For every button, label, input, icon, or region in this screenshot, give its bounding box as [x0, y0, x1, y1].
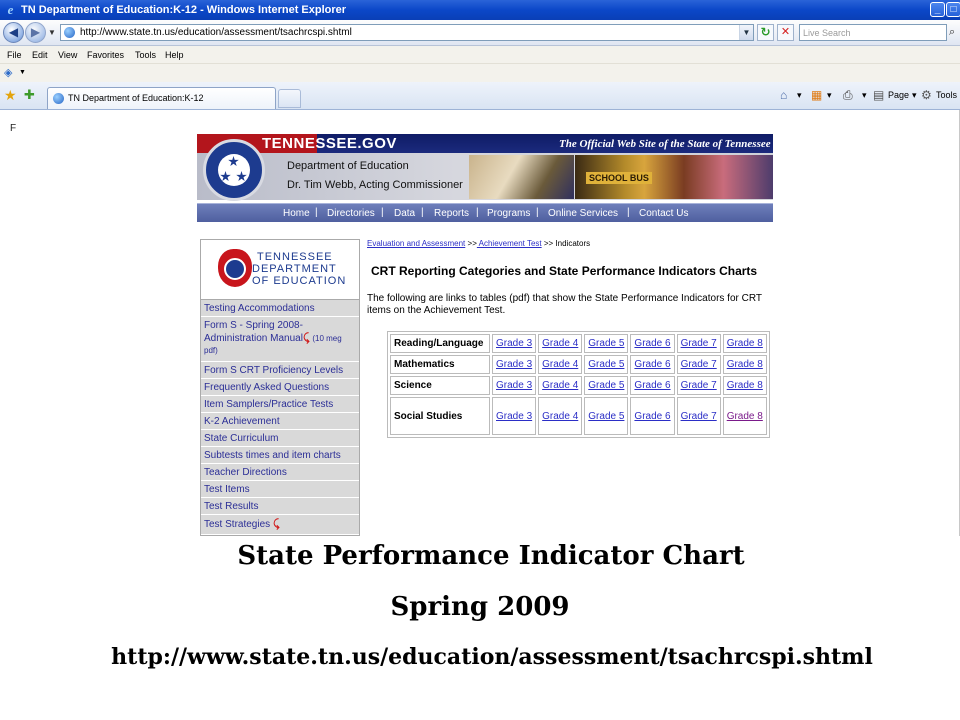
tde-logo[interactable]: [201, 240, 359, 300]
seal-star-icon: [228, 156, 239, 167]
site-tagline: The Official Web Site of the State of Tennessee: [559, 138, 771, 150]
nav-data[interactable]: Data: [394, 208, 416, 219]
sidebar-item-test-strategies[interactable]: [201, 515, 359, 535]
site-header: [197, 134, 773, 223]
site-name[interactable]: TENNESSEE.GOV: [262, 135, 397, 152]
diploma-photo: [469, 155, 574, 199]
sidebar: [200, 239, 360, 536]
site-nav: [197, 203, 773, 222]
page-icon: ▤: [873, 88, 885, 102]
department-name: Department of Education: [287, 160, 409, 172]
grade-link[interactable]: Grade 6: [634, 338, 671, 349]
grade-link[interactable]: Grade 3: [496, 410, 533, 422]
grade-cell: [677, 355, 721, 374]
stop-button[interactable]: ✕: [777, 24, 794, 41]
url-dropdown-icon[interactable]: ▼: [739, 25, 753, 40]
sidebar-item-note-2: pdf): [204, 346, 218, 355]
apple-logo-icon: [218, 249, 252, 287]
tab-tn-education[interactable]: [47, 87, 276, 109]
grade-link[interactable]: Grade 6: [634, 410, 671, 422]
url-input[interactable]: [60, 24, 754, 41]
grade-link[interactable]: Grade 4: [542, 359, 579, 370]
links-toolbar: [0, 64, 960, 82]
sidebar-item-proficiency-levels[interactable]: Form S CRT Proficiency Levels: [201, 362, 359, 379]
page-globe-icon: [64, 27, 75, 38]
grade-cell: [492, 355, 536, 374]
home-dropdown-icon[interactable]: ▾: [797, 90, 802, 100]
tab-globe-icon: [53, 93, 64, 104]
forward-button[interactable]: ▶: [25, 22, 46, 43]
subject-cell: Mathematics: [390, 355, 490, 374]
grade-cell: [723, 376, 767, 395]
menu-edit[interactable]: Edit: [32, 50, 48, 60]
grade-link[interactable]: Grade 8: [726, 338, 763, 349]
pdf-icon: ⤹: [272, 518, 280, 530]
seal-star-icon: [220, 171, 231, 182]
grade-cell: [584, 355, 628, 374]
sidebar-item-note: (10 meg: [312, 334, 342, 343]
breadcrumb-achievement-test[interactable]: Achievement Test: [476, 239, 542, 248]
grade-link[interactable]: Grade 5: [588, 338, 625, 349]
nav-directories[interactable]: Directories: [327, 208, 375, 219]
minimize-button[interactable]: _: [930, 2, 945, 17]
grade-cell: [630, 334, 674, 353]
favorites-star-icon[interactable]: ★: [4, 87, 17, 103]
grade-link[interactable]: Grade 6: [634, 380, 671, 391]
search-icon[interactable]: ⌕: [949, 26, 956, 38]
table-row: [390, 334, 767, 353]
logo-line-2: DEPARTMENT: [252, 263, 337, 275]
nav-separator: |: [627, 207, 630, 218]
grade-link[interactable]: Grade 3: [496, 380, 533, 391]
page-dropdown-icon[interactable]: ▾: [912, 90, 917, 100]
grade-link[interactable]: Grade 8: [726, 410, 763, 422]
window-titlebar: [0, 0, 960, 20]
tab-label: TN Department of Education:K-12: [68, 93, 204, 103]
page-title: CRT Reporting Categories and State Performance Indicators Charts: [371, 264, 758, 278]
grade-cell: [492, 397, 536, 435]
grade-link[interactable]: Grade 7: [680, 359, 717, 370]
grade-cell: [538, 397, 582, 435]
menu-tools[interactable]: Tools: [135, 50, 157, 60]
grade-cell: [723, 397, 767, 435]
refresh-button[interactable]: ↻: [757, 24, 774, 41]
grade-cell: [677, 334, 721, 353]
breadcrumb-evaluation-assessment[interactable]: Evaluation and Assessment: [367, 239, 466, 248]
pdf-icon: ⤹: [302, 332, 310, 344]
grade-cell: [630, 376, 674, 395]
tennessee-seal-icon: [203, 139, 265, 201]
window-title: TN Department of Education:K-12 - Windows Internet Explorer: [21, 4, 347, 16]
menu-favorites[interactable]: Favorites: [87, 50, 125, 60]
grade-cell: [677, 397, 721, 435]
seal-center: [218, 154, 250, 186]
sidebar-item-state-curriculum[interactable]: State Curriculum: [201, 430, 359, 447]
back-button[interactable]: ◀: [3, 22, 24, 43]
menu-file[interactable]: File: [7, 50, 22, 60]
grade-link[interactable]: Grade 7: [680, 380, 717, 391]
grade-cell: [630, 397, 674, 435]
sidebar-item-label-2: Administration Manual: [204, 333, 303, 344]
breadcrumb-separator: >>: [467, 239, 477, 248]
url-text[interactable]: http://www.state.tn.us/education/assessment/tsachrcspi.shtml: [80, 27, 352, 38]
logo-seal-icon: [224, 258, 246, 280]
grade-link[interactable]: Grade 8: [726, 380, 763, 391]
grade-cell: [538, 376, 582, 395]
intro-paragraph: The following are links to tables (pdf) that show the State Performance Indicators for CRT items on the Achievement Test.: [367, 293, 762, 316]
grade-link[interactable]: Grade 5: [588, 410, 625, 422]
nav-separator: |: [381, 207, 384, 218]
menu-help[interactable]: Help: [165, 50, 184, 60]
grade-cell: [538, 334, 582, 353]
grade-link[interactable]: Grade 4: [542, 380, 579, 391]
page-viewport: [0, 110, 960, 536]
ie-logo-icon: e: [7, 2, 14, 17]
sidebar-item-item-samplers[interactable]: Item Samplers/Practice Tests: [201, 396, 359, 413]
print-dropdown-icon[interactable]: ▾: [862, 90, 867, 100]
grade-link[interactable]: Grade 3: [496, 338, 533, 349]
feeds-icon[interactable]: ▦: [811, 88, 823, 102]
nav-online-services[interactable]: Online Services: [548, 208, 619, 219]
search-input[interactable]: Live Search: [799, 24, 947, 41]
grade-link[interactable]: Grade 3: [496, 359, 533, 370]
new-tab-button[interactable]: [278, 89, 301, 108]
home-icon[interactable]: ⌂: [780, 88, 788, 102]
grade-cell: [538, 355, 582, 374]
menu-view[interactable]: View: [58, 50, 78, 60]
tools-gear-icon: ⚙: [921, 88, 932, 102]
caption-url: http://www.state.tn.us/education/assessment/tsachrcspi.shtml: [111, 644, 873, 670]
sidebar-item-test-results[interactable]: Test Results: [201, 498, 359, 515]
caption-title: State Performance Indicator Chart: [237, 541, 745, 571]
grade-cell: [723, 334, 767, 353]
tools-menu-button[interactable]: Tools: [936, 90, 958, 100]
grade-link[interactable]: Grade 5: [588, 380, 625, 391]
maximize-button[interactable]: □: [946, 2, 960, 17]
sidebar-item-faq[interactable]: Frequently Asked Questions: [201, 379, 359, 396]
breadcrumb-separator: >>: [543, 239, 554, 248]
logo-line-1: TENNESSEE: [257, 251, 333, 263]
tab-bar: [0, 82, 960, 110]
address-bar: [0, 20, 960, 46]
breadcrumb-current: Indicators: [555, 239, 591, 248]
toolbar-addon-icon[interactable]: ◈: [4, 67, 13, 79]
grade-link[interactable]: Grade 4: [542, 338, 579, 349]
table-row: [390, 355, 767, 374]
grade-cell: [584, 397, 628, 435]
subject-cell: Science: [390, 376, 490, 395]
menu-bar: [0, 46, 960, 64]
grade-link[interactable]: Grade 8: [726, 359, 763, 370]
nav-programs[interactable]: Programs: [487, 208, 531, 219]
sidebar-item-test-items[interactable]: Test Items: [201, 481, 359, 498]
logo-line-3: OF EDUCATION: [252, 275, 347, 287]
nav-separator: |: [315, 207, 318, 218]
seal-star-icon: [236, 171, 247, 182]
sidebar-item-label: Form S - Spring 2008-: [204, 320, 303, 331]
grade-cell: [584, 376, 628, 395]
grade-cell: [677, 376, 721, 395]
grade-cell: [630, 355, 674, 374]
sidebar-item-testing-accommodations[interactable]: Testing Accommodations: [201, 300, 359, 317]
caption-date: Spring 2009: [390, 592, 570, 622]
toolbar-dropdown-icon[interactable]: ▼: [19, 69, 26, 76]
sidebar-item-teacher-directions[interactable]: Teacher Directions: [201, 464, 359, 481]
grade-link[interactable]: Grade 4: [542, 410, 579, 422]
sidebar-item-k2-achievement[interactable]: K-2 Achievement: [201, 413, 359, 430]
nav-contact-us[interactable]: Contact Us: [639, 208, 689, 219]
school-bus-sign: SCHOOL BUS: [586, 172, 652, 184]
nav-reports[interactable]: Reports: [434, 208, 470, 219]
subject-cell: Reading/Language: [390, 334, 490, 353]
grade-cell: [723, 355, 767, 374]
spi-table: [387, 331, 770, 438]
breadcrumb: [367, 239, 590, 248]
grade-link[interactable]: Grade 7: [680, 338, 717, 349]
nav-home[interactable]: Home: [283, 208, 310, 219]
grade-cell: [492, 376, 536, 395]
feeds-dropdown-icon[interactable]: ▾: [827, 90, 832, 100]
grade-cell: [584, 334, 628, 353]
nav-separator: |: [476, 207, 479, 218]
grade-link[interactable]: Grade 7: [680, 410, 717, 422]
subject-cell: Social Studies: [390, 397, 490, 435]
sidebar-item-subtests-times[interactable]: Subtests times and item charts: [201, 447, 359, 464]
sidebar-item-admin-manual[interactable]: [201, 317, 359, 362]
print-icon[interactable]: ⎙: [843, 88, 853, 102]
stray-text: F: [10, 123, 17, 134]
nav-separator: |: [536, 207, 539, 218]
table-row: [390, 376, 767, 395]
table-row: [390, 397, 767, 435]
grade-link[interactable]: Grade 6: [634, 359, 671, 370]
grade-link[interactable]: Grade 5: [588, 359, 625, 370]
sidebar-item-label: Test Strategies: [204, 519, 271, 530]
grade-cell: [492, 334, 536, 353]
nav-separator: |: [421, 207, 424, 218]
history-dropdown-icon[interactable]: ▼: [48, 28, 56, 37]
add-favorites-icon[interactable]: ✚: [24, 87, 35, 102]
commissioner-name: Dr. Tim Webb, Acting Commissioner: [287, 179, 463, 191]
header-band: [197, 153, 773, 200]
page-menu-button[interactable]: Page: [888, 90, 910, 100]
